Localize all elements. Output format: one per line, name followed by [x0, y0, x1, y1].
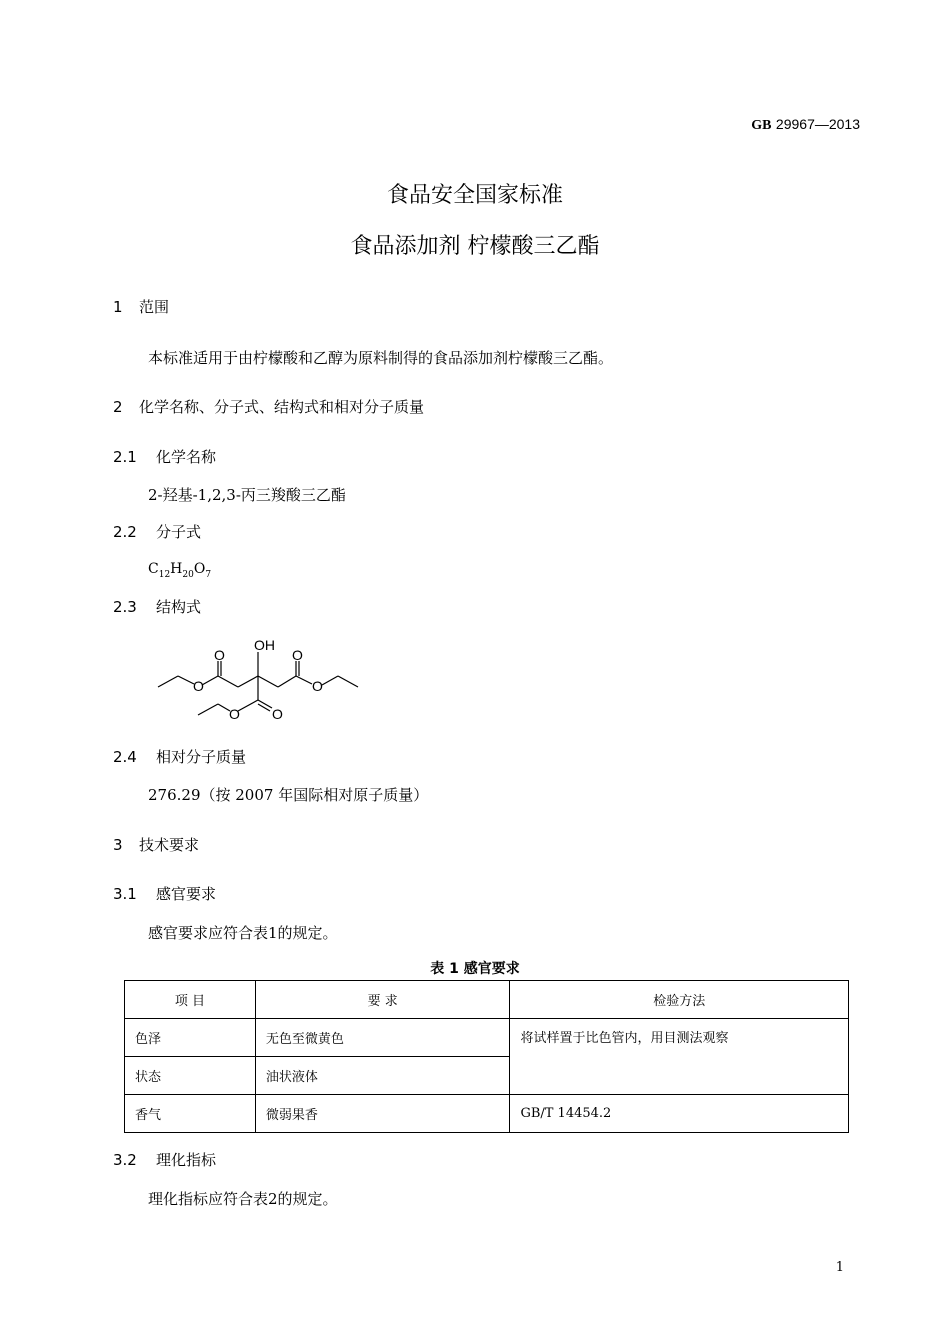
- bond: [258, 700, 272, 708]
- bond: [238, 700, 258, 711]
- sensory-requirements-table: [124, 980, 849, 1133]
- bond: [258, 704, 270, 711]
- page-number: 1: [835, 1260, 844, 1275]
- cell-requirement: 油状液体: [255, 1057, 510, 1095]
- section-number: 3.1: [113, 885, 137, 903]
- section-3-heading: [113, 834, 199, 855]
- bond: [202, 676, 218, 685]
- bond: [338, 676, 358, 687]
- bond: [198, 704, 218, 715]
- section-title: 技术要求: [139, 836, 200, 854]
- molecular-formula: $C_{12}H_{20}O_7$: [148, 561, 212, 580]
- section-title: 分子式: [156, 523, 202, 541]
- cell-test-method: 将试样置于比色管内，用目测法观察: [510, 1019, 849, 1095]
- section-number: 2.2: [113, 523, 137, 541]
- section-1-heading: [113, 296, 169, 317]
- cell-requirement: 微弱果香: [255, 1095, 510, 1133]
- section-1-body: 本标准适用于由柠檬酸和乙醇为原料制得的食品添加剂柠檬酸三乙酯。: [148, 349, 614, 367]
- atom-label: OH: [254, 637, 275, 653]
- section-number: 2.4: [113, 748, 137, 766]
- atom-label: O: [312, 678, 323, 694]
- cell-item: 香气: [125, 1095, 256, 1133]
- section-2-2-heading: [113, 521, 201, 542]
- table-header-row: [125, 981, 849, 1019]
- section-3-2-body: 理化指标应符合表2的规定。: [148, 1190, 338, 1208]
- molecular-mass: 276.29（按 2007 年国际相对原子质量）: [148, 786, 429, 804]
- bond: [258, 676, 278, 687]
- bond: [322, 676, 338, 685]
- section-number: 3.2: [113, 1151, 137, 1169]
- bond: [218, 676, 238, 687]
- atom-label: O: [214, 647, 225, 663]
- cell-test-method: GB/T 14454.2: [510, 1095, 849, 1133]
- section-number: 2.1: [113, 448, 137, 466]
- document-title: 食品安全国家标准: [386, 183, 563, 208]
- section-title: 相对分子质量: [156, 748, 247, 766]
- cell-item: 状态: [125, 1057, 256, 1095]
- section-3-1-heading: [113, 883, 216, 904]
- section-number: 2.3: [113, 598, 137, 616]
- cell-requirement: 无色至微黄色: [255, 1019, 510, 1057]
- cell-item: 色泽: [125, 1019, 256, 1057]
- section-title: 结构式: [156, 598, 202, 616]
- atom-label: O: [292, 647, 303, 663]
- section-title: 范围: [139, 298, 170, 316]
- header-item: 项 目: [125, 981, 256, 1019]
- standard-prefix: GB: [751, 118, 772, 133]
- bond: [296, 676, 312, 684]
- section-2-3-heading: [113, 596, 201, 617]
- section-3-1-body: 感官要求应符合表1的规定。: [148, 924, 338, 942]
- structural-formula: [150, 632, 370, 727]
- standard-number: 29967—2013: [775, 116, 860, 132]
- standard-code: [751, 116, 860, 134]
- table-row: [125, 1019, 849, 1057]
- section-number: 3: [113, 836, 123, 854]
- bond: [158, 676, 178, 687]
- header-requirement: 要 求: [255, 981, 510, 1019]
- section-number: 1: [113, 298, 123, 316]
- document-subtitle: 食品添加剂 柠檬酸三乙酯: [350, 234, 600, 259]
- section-2-heading: [113, 396, 424, 417]
- header-test-method: 检验方法: [510, 981, 849, 1019]
- atom-label: O: [272, 706, 283, 722]
- atom-label: O: [193, 678, 204, 694]
- section-2-1-heading: [113, 446, 216, 467]
- bond: [278, 676, 296, 687]
- bond: [178, 676, 194, 684]
- section-2-4-heading: [113, 746, 246, 767]
- table-row: [125, 1095, 849, 1133]
- table-caption: 表 1 感官要求: [430, 961, 520, 977]
- chemical-name: 2-羟基-1,2,3-丙三羧酸三乙酯: [148, 486, 346, 504]
- section-title: 理化指标: [156, 1151, 217, 1169]
- section-number: 2: [113, 398, 123, 416]
- section-title: 化学名称: [156, 448, 217, 466]
- section-title: 化学名称、分子式、结构式和相对分子质量: [139, 398, 425, 416]
- section-title: 感官要求: [156, 885, 217, 903]
- section-3-2-heading: [113, 1149, 216, 1170]
- bond: [238, 676, 258, 687]
- atom-label: O: [229, 706, 240, 722]
